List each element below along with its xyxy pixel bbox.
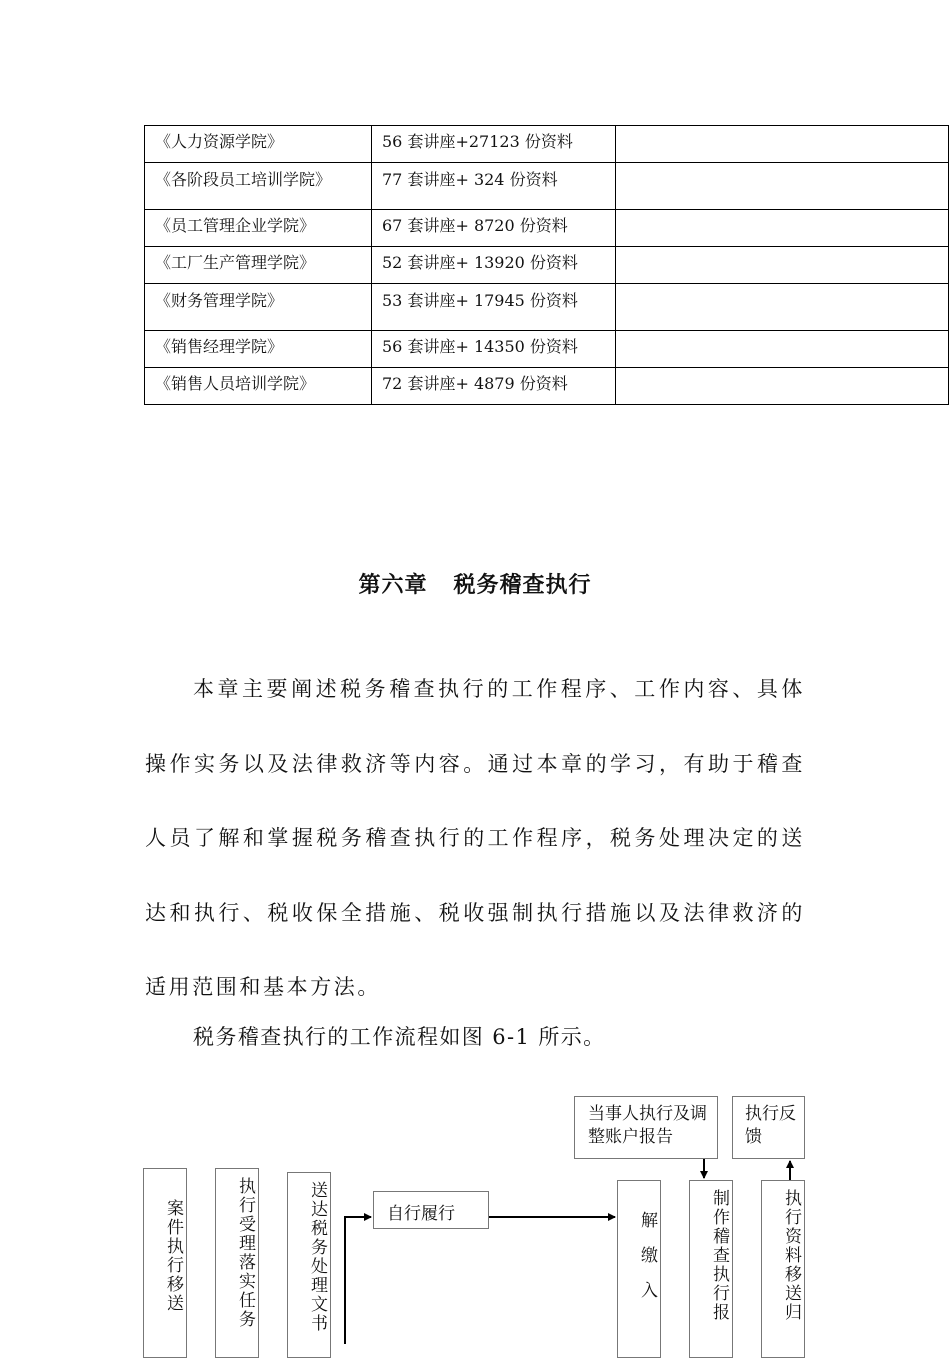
flow-box-self-perform: 自行履行 xyxy=(373,1191,489,1229)
course-name: 《工厂生产管理学院》 xyxy=(155,253,316,272)
course-name: 《财务管理学院》 xyxy=(155,291,284,310)
flow-box-accept-assign: 执行受理落实任务 xyxy=(215,1168,259,1358)
course-content: 77 套讲座+ 324 份资料 xyxy=(382,170,558,189)
chapter-number: 第六章 xyxy=(358,573,428,598)
course-name: 《销售经理学院》 xyxy=(155,337,284,356)
flow-box-deliver-docs: 送达税务处理文书 xyxy=(287,1172,331,1358)
flow-box-make-report: 制作稽查执行报 xyxy=(689,1180,733,1358)
course-content: 52 套讲座+ 13920 份资料 xyxy=(382,253,578,272)
flow-box-case-transfer: 案件执行移送 xyxy=(143,1168,187,1358)
course-content: 56 套讲座+ 14350 份资料 xyxy=(382,337,578,356)
arrow-to-self-perform xyxy=(345,1217,371,1344)
course-name: 《人力资源学院》 xyxy=(155,132,284,151)
course-content: 67 套讲座+ 8720 份资料 xyxy=(382,216,568,235)
flow-box-archive: 执行资料移送归 xyxy=(761,1180,805,1358)
flow-box-feedback: 执行反馈 xyxy=(732,1096,805,1159)
course-name: 《各阶段员工培训学院》 xyxy=(155,170,332,189)
course-content: 72 套讲座+ 4879 份资料 xyxy=(382,374,568,393)
chapter-title: 税务稽查执行 xyxy=(453,573,592,598)
course-name: 《员工管理企业学院》 xyxy=(155,216,316,235)
flow-box-payment: 解缴入 xyxy=(617,1180,661,1358)
flow-reference: 税务稽查执行的工作流程如图 6-1 所示。 xyxy=(193,1025,606,1049)
course-name: 《销售人员培训学院》 xyxy=(155,374,316,393)
course-content: 53 套讲座+ 17945 份资料 xyxy=(382,291,578,310)
flow-box-party-report: 当事人执行及调整账户报告 xyxy=(574,1096,718,1159)
course-content: 56 套讲座+27123 份资料 xyxy=(382,132,573,151)
intro-paragraph: 本章主要阐述税务稽查执行的工作程序、工作内容、具体操作实务以及法律救济等内容。通过本章的学习，有助于稽查人员了解和掌握税务稽查执行的工作程序，税务处理决定的送达和执行、税收保全措施、税收强制执行措施以及法律救济的适用范围和基本方法。 xyxy=(145,677,805,999)
